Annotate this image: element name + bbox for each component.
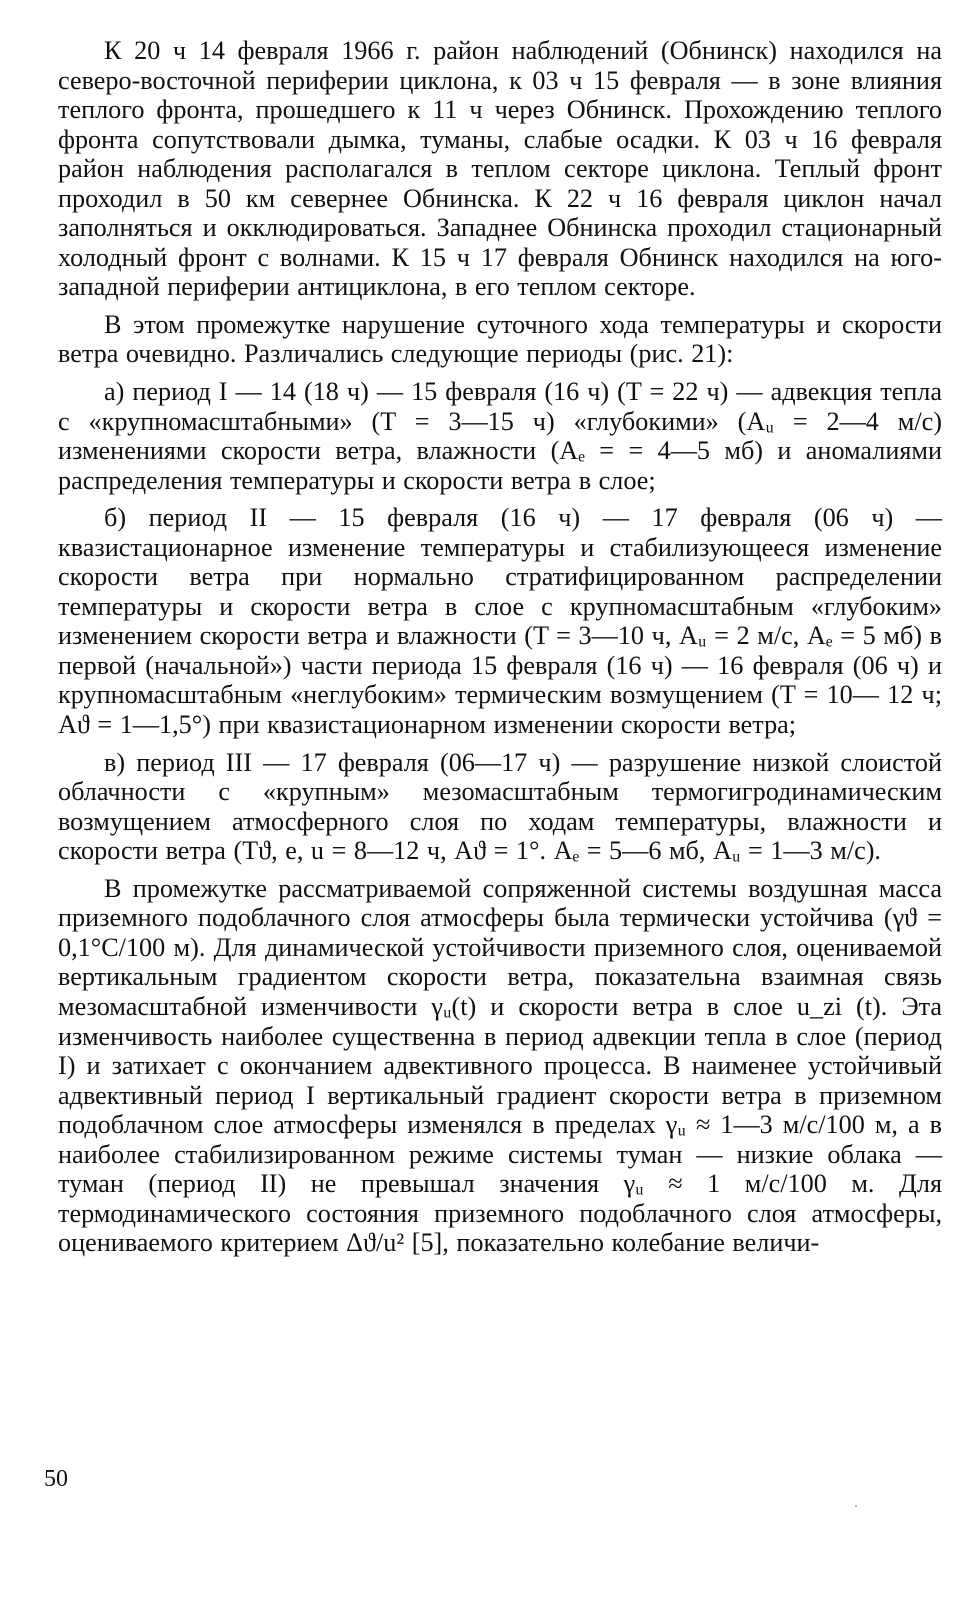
paragraph-stability: В промежутке рассматриваемой сопряженной системы воздушная масса приземного подоблачного слоя атмосферы была термически устойчива (γϑ = 0,1°C/100 м). Для динамической устойчивости приземного слоя, оцениваемой вертикальным градиентом скорости ветра, показательна взаимная связь мезомасштабной изменчивости γᵤ(t) и скорости ветра в слое u_zi (t). Эта изменчивость наиболее существенна в период адвекции тепла в слое (период I) и затихает с окончанием адвективного процесса. В наименее устойчивый адвективный период I вертикальный градиент скорости ветра в приземном подоблачном слое атмосферы изменялся в пределах γᵤ ≈ 1—3 м/с/100 м, а в наиболее стабилизированном режиме системы туман — низкие облака — туман (период II) не превышал значения γᵤ ≈ 1 м/с/100 м. Для термодинамического состояния приземного подоблачного слоя атмосферы, оцениваемого критерием Δϑ/u² [5], показательно колебание величи- (58, 873, 942, 1258)
paragraph-period-2: б) период II — 15 февраля (16 ч) — 17 февраля (06 ч) — квазистационарное изменение температуры и стабилизующееся изменение скорости ветра при нормально стратифицированном распределении температуры и скорости ветра в слое с крупномасштабным «глубоким» изменением скорости ветра и влажности (T = 3—10 ч, Aᵤ = 2 м/с, Aₑ = 5 мб) в первой (начальной») части периода 15 февраля (16 ч) — 16 февраля (06 ч) и крупномасштабным «неглубоким» термическим возмущением (T = 10— 12 ч; Aϑ = 1—1,5°) при квазистационарном изменении скорости ветра; (58, 503, 942, 740)
paragraph-period-3: в) период III — 17 февраля (06—17 ч) — разрушение низкой слоистой облачности с «крупным» мезомасштабным термогигродинамическим возмущением атмосферного слоя по ходам температуры, влажности и скорости ветра (Tϑ, e, u = 8—12 ч, Aϑ = 1°. Aₑ = 5—6 мб, Aᵤ = 1—3 м/с). (58, 747, 942, 866)
paragraph-synoptic-situation: К 20 ч 14 февраля 1966 г. район наблюдений (Обнинск) находился на северо-восточной периферии циклона, к 03 ч 15 февраля — в зоне влияния теплого фронта, прошедшего к 11 ч через Обнинск. Прохождению теплого фронта сопутствовали дымка, туманы, слабые осадки. К 03 ч 16 февраля район наблюдения располагался в теплом секторе циклона. Теплый фронт проходил в 50 км севернее Обнинска. К 22 ч 16 февраля циклон начал заполняться и окклюдироваться. Западнее Обнинска проходил стационарный холодный фронт с волнами. К 15 ч 17 февраля Обнинск находился на юго-западной периферии антициклона, в его теплом секторе. (58, 36, 942, 302)
page-number: 50 (44, 1466, 68, 1492)
body-text (58, 36, 942, 1258)
print-speck (855, 1505, 857, 1507)
paragraph-periods-intro: В этом промежутке нарушение суточного хода температуры и скорости ветра очевидно. Различались следующие периоды (рис. 21): (58, 309, 942, 369)
paragraph-period-1: а) период I — 14 (18 ч) — 15 февраля (16 ч) (T = 22 ч) — адвекция тепла с «крупномасштабными» (T = 3—15 ч) «глубокими» (Aᵤ = 2—4 м/с) изменениями скорости ветра, влажности (Aₑ = = 4—5 мб) и аномалиями распределения температуры и скорости ветра в слое; (58, 377, 942, 495)
